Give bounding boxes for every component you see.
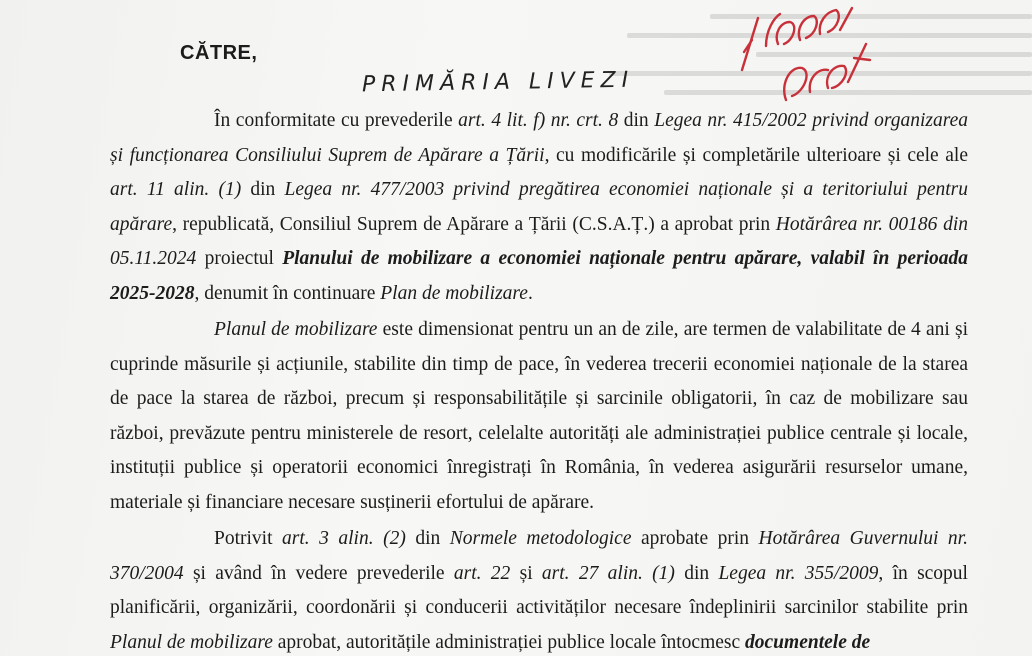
text-segment: din [674, 562, 719, 584]
text-segment: din [241, 179, 285, 200]
text-segment: Legea nr. 355/2009 [718, 562, 879, 584]
text-segment: este dimensionat pentru un an de zile, are termen de valabilitate de 4 ani și cuprinde măsurile și acțiunile, stabilite din timp de pace, în vederea trecerii economiei naționale de la starea de pace la starea de război, precum și responsabilitățile și sarcinile obligatorii, în caz de mobilizare sau război, prevăzute pentru ministerele de resort, celelalte autorități ale administrației publice centrale și locale, instituții publice și operatorii economici înregistrați în România, în vederea asigurării resurselor umane, materiale și financiare necesare susținerii efortului de apărare. [110, 319, 968, 513]
text-segment: Hotărârea Guvernului nr. 370/2004 [110, 528, 968, 584]
text-segment: aprobat, autoritățile administrației publice locale întocmesc [272, 631, 746, 653]
text-segment: , republicată, Consiliul Suprem de Apărare a Țării (C.S.A.Ț.) a aprobat prin [172, 213, 776, 235]
text-segment: art. 3 alin. (2) [282, 528, 406, 549]
text-segment: și având în vedere prevederile [183, 562, 454, 584]
text-segment: din [405, 528, 450, 549]
text-segment: Planului de mobilizare a economiei naționale pentru apărare, valabil în perioada 2025-2028 [110, 248, 968, 304]
text-segment: Potrivit [214, 528, 283, 549]
paragraph-2 [110, 313, 968, 520]
paragraph-1 [110, 104, 968, 311]
text-segment: proiectul [196, 248, 283, 269]
text-segment: documentele de [745, 631, 871, 653]
text-segment: Planul de mobilizare [110, 631, 273, 653]
text-segment: Normele metodologice [449, 528, 632, 549]
text-segment: aprobate prin [631, 528, 759, 549]
text-segment: Hotărârea nr. 00186 din 05.11.2024 [110, 213, 968, 269]
registration-number-handwritten [720, 0, 880, 110]
text-segment: din [618, 110, 655, 131]
text-segment: . [527, 282, 533, 304]
addressee-label: CĂTRE, [180, 42, 258, 64]
text-segment: art. 22 [453, 562, 511, 584]
recipient-handwritten: PRIMĂRIA LIVEZI [361, 67, 635, 98]
text-segment: art. 4 lit. f) nr. crt. 8 [458, 110, 619, 131]
text-segment: Legea nr. 415/2002 privind organizarea și funcționarea Consiliului Suprem de Apărare a Țării [110, 110, 968, 166]
text-segment: Planul de mobilizare [214, 319, 378, 340]
text-segment: art. 27 alin. (1) [541, 562, 675, 584]
text-segment: și [510, 562, 542, 584]
text-segment: , în scopul planificării, organizării, coordonării și conducerii activităților necesare îndeplinirii sarcinilor stabilite prin [110, 562, 968, 618]
text-segment: , cu modificările și completările ulterioare și cele ale [544, 144, 969, 166]
text-segment: Plan de mobilizare [380, 282, 528, 304]
text-segment: Legea nr. 477/2003 privind pregătirea economiei naționale și a teritoriului pentru apărare [110, 179, 968, 235]
letter-body [110, 104, 968, 656]
text-segment: art. 11 alin. (1) [110, 179, 242, 200]
text-segment: , denumit în continuare [194, 282, 381, 304]
text-segment: În conformitate cu prevederile [214, 110, 459, 131]
paragraph-3 [110, 522, 968, 656]
